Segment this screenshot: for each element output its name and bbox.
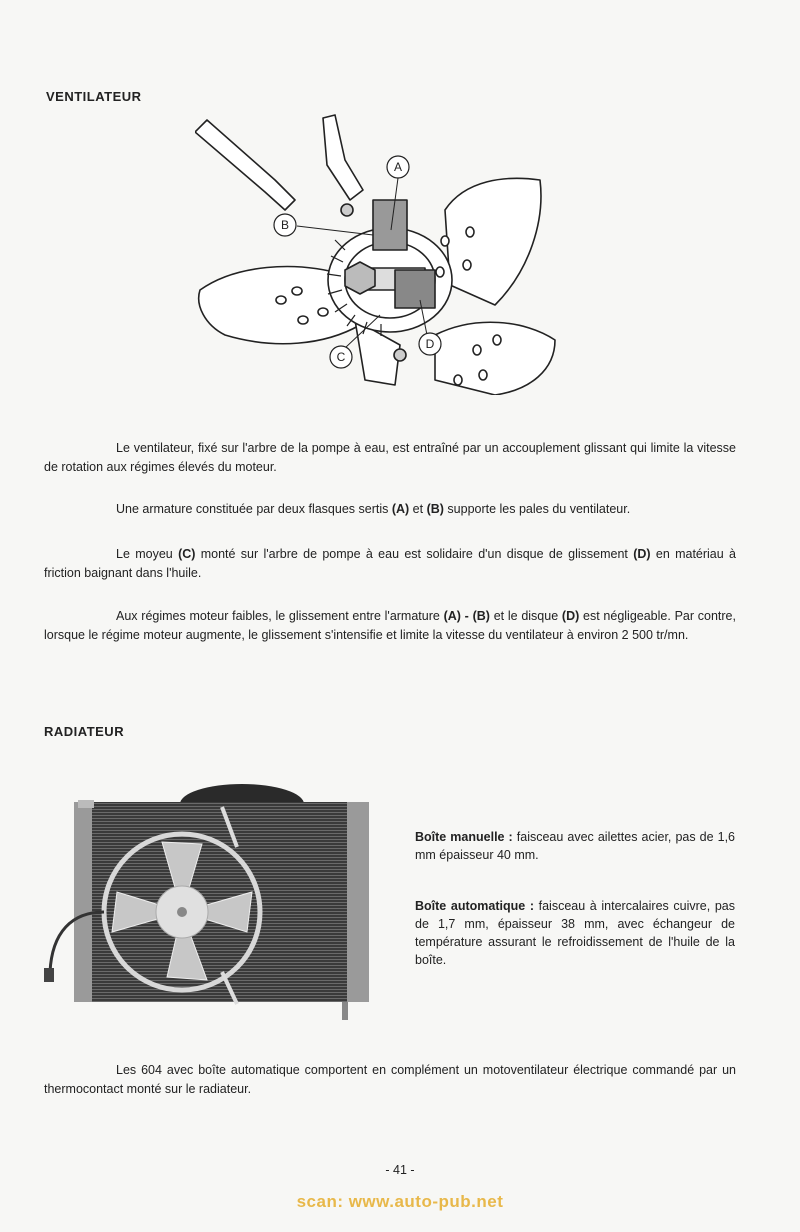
ref-d: (D)	[633, 547, 651, 561]
ref-d: (D)	[561, 609, 580, 623]
paragraph-2-text: Une armature constituée par deux flasques sertis	[116, 502, 392, 516]
paragraph-3	[44, 545, 736, 583]
callout-label-c: C	[336, 350, 346, 364]
spec-automatic-text: faisceau à intercalaires cuivre, pas de 1,7 mm, épaisseur 38 mm, avec échangeur de température assurant le refroidissement de l'huile de la boîte.	[415, 899, 735, 967]
paragraph-3-text: monté sur l'arbre de pompe à eau est solidaire d'un disque de glissement	[195, 547, 634, 561]
paragraph-1-text: Le ventilateur, fixé sur l'arbre de la pompe à eau, est entraîné par un accouplement glissant qui limite la vitesse de rotation aux régimes élevés du moteur.	[44, 441, 736, 474]
paragraph-2	[44, 500, 736, 519]
fan-clutch-illustration	[195, 110, 595, 395]
ref-ab: (A) - (B)	[443, 609, 490, 623]
paragraph-5-text: Les 604 avec boîte automatique comportent en complément un motoventilateur électrique commandé par un thermocontact monté sur le radiateur.	[44, 1063, 736, 1096]
paragraph-2-text: supporte les pales du ventilateur.	[443, 502, 631, 516]
ref-b: (B)	[426, 502, 444, 516]
paragraph-4-text: est négligeable. Par contre, lorsque le régime moteur augmente, le glissement s'intensifie et limite la vitesse du ventilateur à environ 2 500 tr/mn.	[44, 609, 736, 642]
spec-manual-text: faisceau avec ailettes acier, pas de 1,6 mm épaisseur 40 mm.	[415, 830, 735, 862]
paragraph-4-text: et le disque	[489, 609, 562, 623]
paragraph-3-text: en matériau à friction baignant dans l'huile.	[44, 547, 736, 580]
ref-c: (C)	[178, 547, 196, 561]
spec-automatic	[415, 897, 735, 969]
paragraph-4-text: Aux régimes moteur faibles, le glissement entre l'armature	[116, 609, 444, 623]
paragraph-4	[44, 607, 736, 645]
callout-label-a: A	[393, 160, 403, 174]
scan-credit: scan: www.auto-pub.net	[296, 1192, 504, 1211]
paragraph-5	[44, 1061, 736, 1099]
callout-label-d: D	[425, 337, 435, 351]
callout-label-b: B	[280, 218, 290, 232]
ref-a: (A)	[391, 502, 410, 516]
paragraph-2-text: et	[409, 502, 427, 516]
page-number: - 41 -	[385, 1163, 415, 1177]
paragraph-3-text: Le moyeu	[116, 547, 179, 561]
section-title-radiateur: RADIATEUR	[44, 724, 125, 739]
spec-manual-label: Boîte manuelle :	[415, 830, 513, 844]
radiator-photo	[42, 782, 380, 1030]
spec-automatic-label: Boîte automatique :	[415, 899, 534, 913]
paragraph-1	[44, 439, 736, 477]
section-title-ventilateur: VENTILATEUR	[46, 89, 142, 104]
spec-manual	[415, 828, 735, 864]
